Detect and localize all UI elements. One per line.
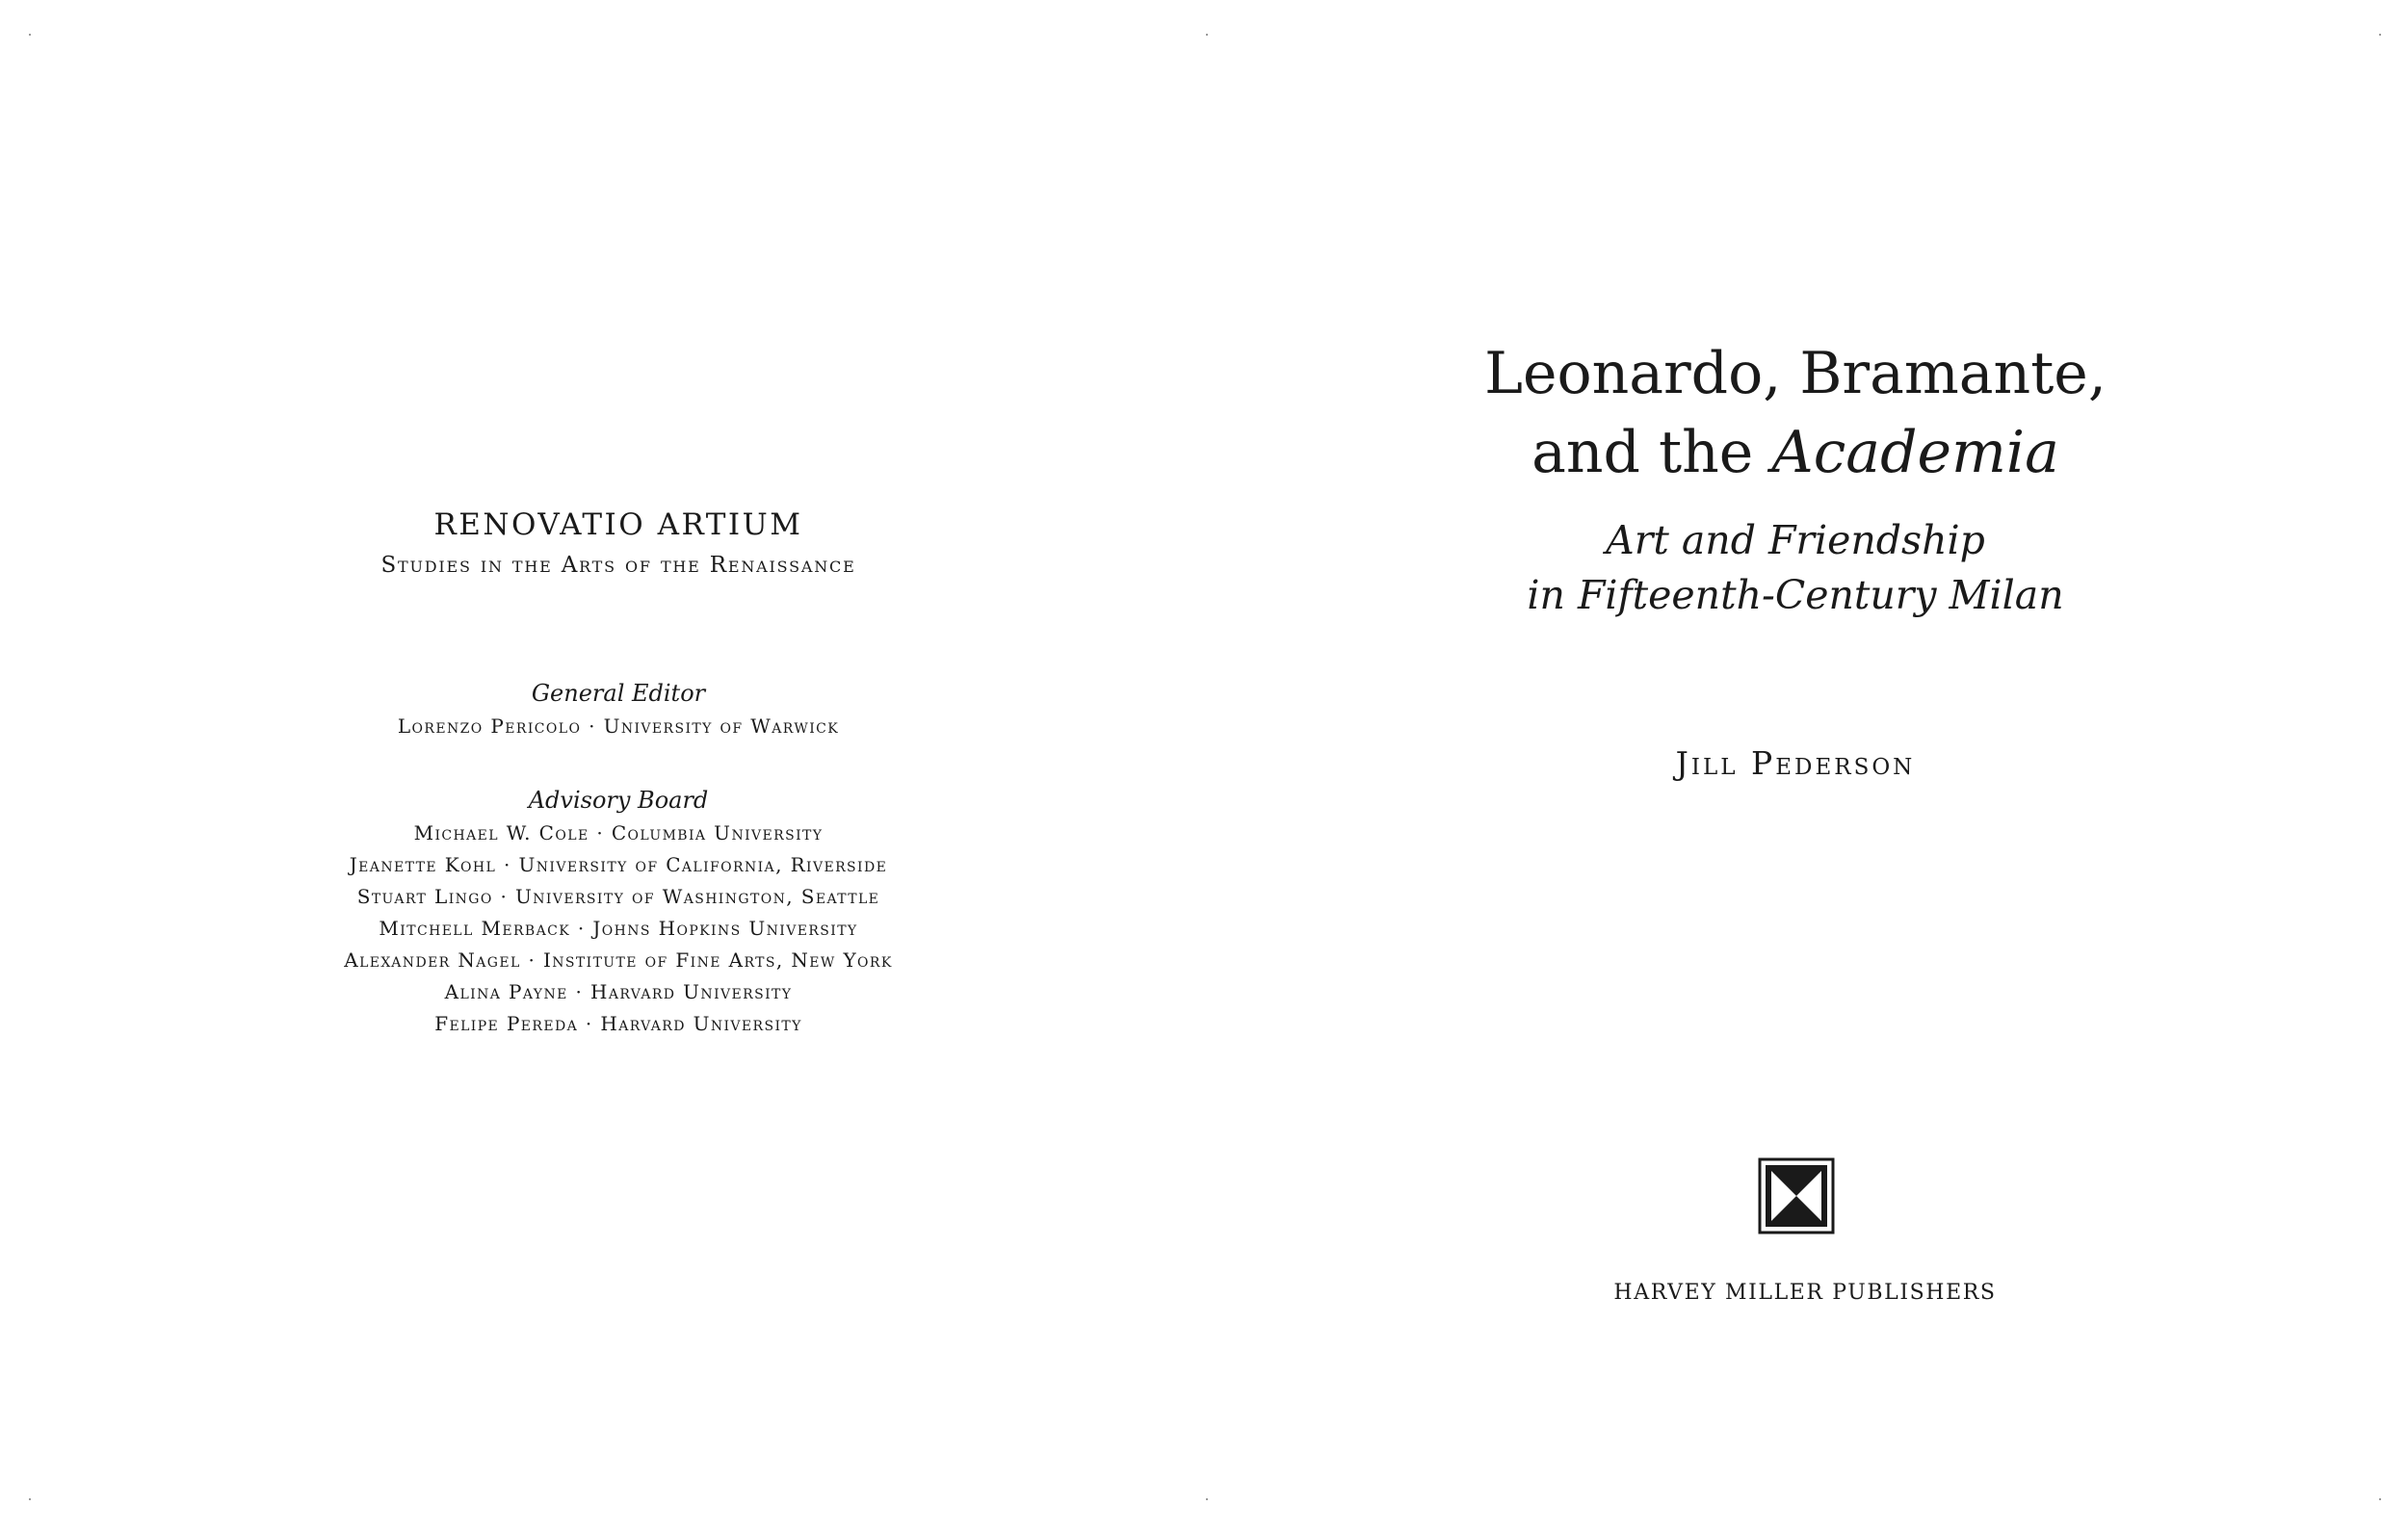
crop-mark	[2379, 1498, 2381, 1500]
book-title	[1447, 334, 2144, 492]
advisory-board-member: Felipe Pereda · Harvard University	[434, 1012, 802, 1035]
advisory-board-member: Alina Payne · Harvard University	[444, 980, 793, 1003]
publisher-name: HARVEY MILLER PUBLISHERS	[1613, 1281, 1997, 1305]
general-editor-block	[0, 676, 1237, 742]
series-subtitle: Studies in the Arts of the Renaissance	[380, 553, 856, 578]
book-subtitle	[1447, 513, 2144, 623]
crop-mark	[29, 34, 31, 36]
series-block	[0, 504, 1237, 584]
crop-mark	[1206, 1498, 1208, 1500]
general-editor-label: General Editor	[531, 680, 706, 707]
series-title: RENOVATIO ARTIUM	[433, 507, 803, 542]
general-editor-name: Lorenzo Pericolo · University of Warwick	[397, 714, 840, 738]
advisory-board-block	[0, 783, 1237, 1040]
book-subtitle-line-2: in Fifteenth-Century Milan	[1527, 572, 2064, 618]
advisory-board-member: Mitchell Merback · Johns Hopkins University	[379, 917, 858, 940]
author-name: Jill Pederson	[1675, 744, 1916, 782]
advisory-board-member: Alexander Nagel · Institute of Fine Arts, New York	[344, 948, 893, 972]
advisory-board-label: Advisory Board	[528, 787, 709, 814]
crop-mark	[2379, 34, 2381, 36]
publisher-logo-icon	[1758, 1157, 1835, 1234]
book-title-line-2	[1447, 413, 2144, 492]
advisory-board-member: Jeanette Kohl · University of California, Riverside	[349, 853, 888, 876]
book-subtitle-line-1: Art and Friendship	[1606, 517, 1985, 563]
crop-mark	[1206, 34, 1208, 36]
book-title-line-2-plain: and the	[1531, 419, 1772, 486]
book-title-line-1: Leonardo, Bramante,	[1484, 340, 2107, 407]
advisory-board-member: Stuart Lingo · University of Washington, Seattle	[356, 885, 880, 908]
crop-mark	[29, 1498, 31, 1500]
book-title-line-2-italic: Academia	[1771, 419, 2059, 486]
advisory-board-member: Michael W. Cole · Columbia University	[413, 821, 824, 844]
